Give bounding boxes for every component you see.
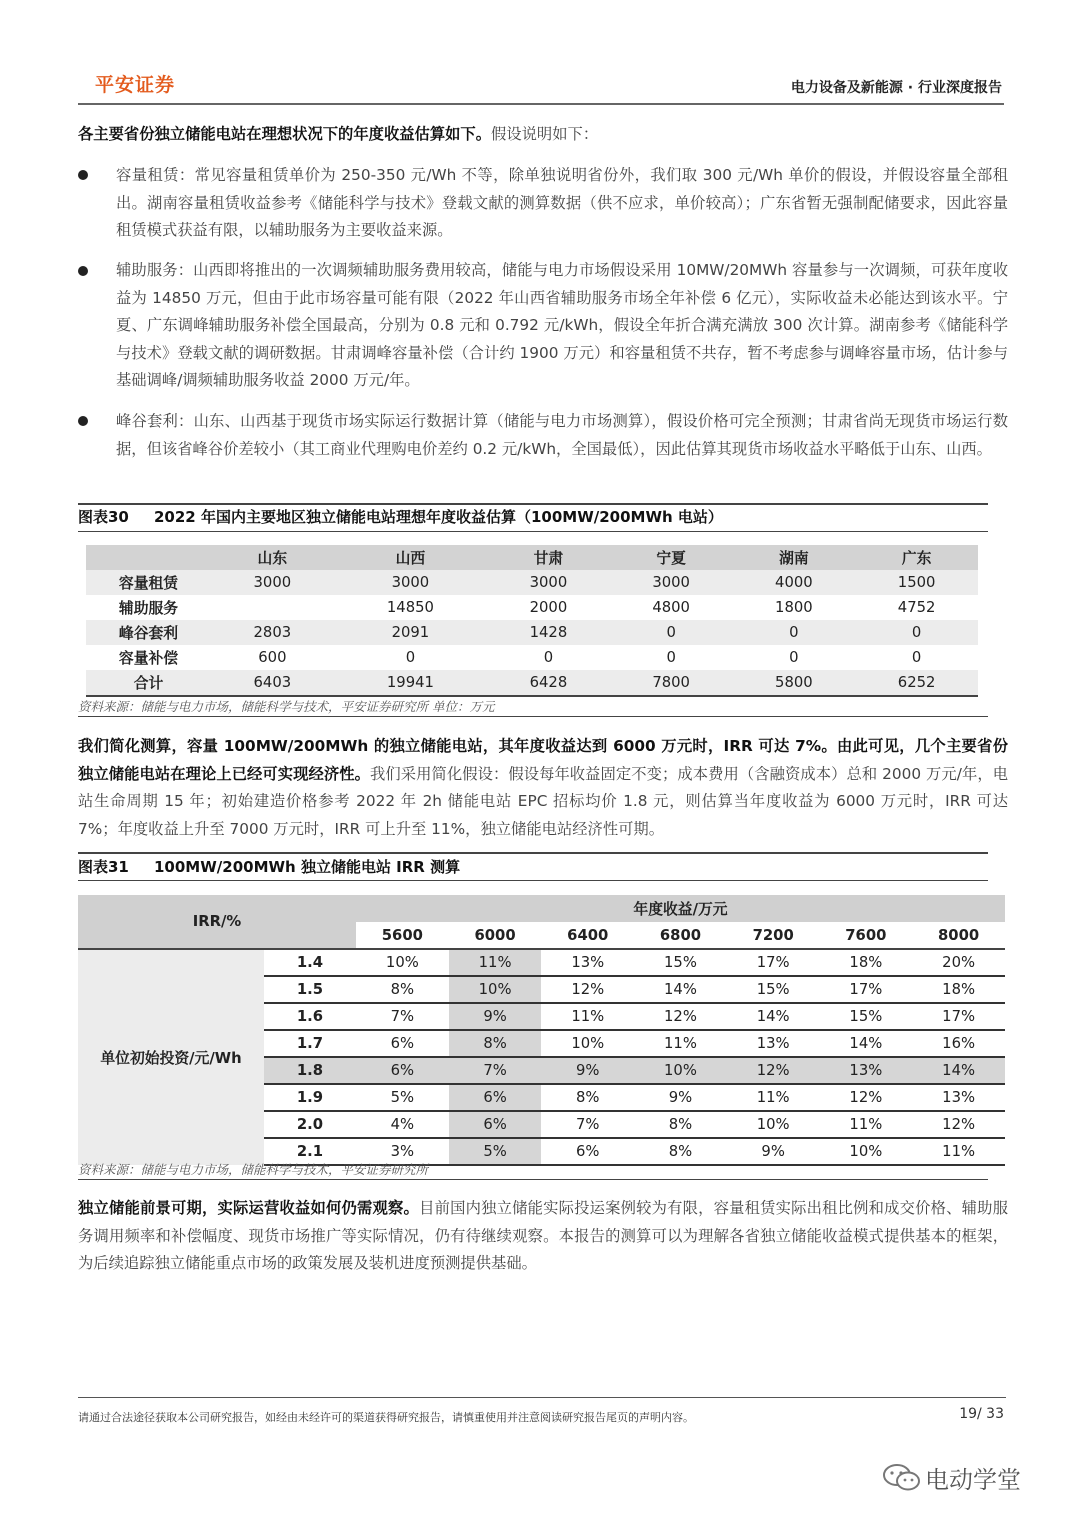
table-cell: 14%: [727, 1003, 820, 1030]
table-cell: 10%: [356, 949, 449, 976]
table-cell: 11%: [820, 1111, 913, 1138]
header-divider: [78, 103, 1004, 105]
table-cell: 8%: [634, 1138, 727, 1165]
table-cell-highlight: 10%: [634, 1057, 727, 1084]
row-header: 1.8: [264, 1057, 356, 1084]
table-cell: 10%: [727, 1111, 820, 1138]
table-header-row: [86, 545, 978, 570]
table-cell: 15%: [634, 949, 727, 976]
intro-bold: 各主要省份独立储能电站在理想状况下的年度收益估算如下。: [78, 125, 492, 143]
table-cell-highlight: 7%: [449, 1057, 542, 1084]
irr-table: [78, 895, 1005, 1166]
column-header: 6800: [634, 923, 727, 950]
fig30-top-rule: [78, 503, 988, 505]
table-cell: 0: [733, 645, 856, 670]
outlook-bold: 独立储能前景可期，实际运营收益如何仍需观察。: [78, 1199, 420, 1217]
column-header: 7600: [820, 923, 913, 950]
table-cell: 11%: [634, 1030, 727, 1057]
table-cell: 2091: [334, 620, 487, 645]
fig30-title: [78, 506, 988, 528]
table-cell: 3000: [610, 570, 733, 595]
table-cell: 11%: [541, 1003, 634, 1030]
table-cell: 13%: [912, 1084, 1005, 1111]
table-cell-highlight: 12%: [727, 1057, 820, 1084]
row-header: 1.6: [264, 1003, 356, 1030]
table-cell-highlight: 9%: [541, 1057, 634, 1084]
table-cell: 10%: [820, 1138, 913, 1165]
bullet-dot: [78, 170, 88, 180]
table-cell: 1500: [855, 570, 978, 595]
fig31-title: [78, 856, 988, 878]
table-cell: 11%: [912, 1138, 1005, 1165]
table-cell: 14%: [634, 976, 727, 1003]
footer-disclaimer: 请通过合法途径获取本公司研究报告，如经由未经许可的渠道获得研究报告，请慎重使用并注意阅读研究报告尾页的声明内容。: [78, 1411, 694, 1424]
row-header: 容量补偿: [86, 645, 211, 670]
fig30-bottom-rule: [78, 716, 988, 717]
bullet-ancillary-service: 辅助服务：山西即将推出的一次调频辅助服务费用较高，储能与电力市场假设采用 10MW/20MWh 容量参与一次调频，可获年度收益为 14850 万元，但由于此市场容量可能有限（2022 年山西省辅助服务市场全年补偿 6 亿元），实际收益未必能达到该水平。宁夏、广东调峰辅助服务补偿全国最高，分别为 0.8 元和 0.792 元/kWh，假设全年折合满充满放 300 次计算。湖南参考《储能科学与技术》登载文献的调研数据。甘肃调峰容量补偿（合计约 1900 万元）和容量租赁不共存，暂不考虑参与调峰容量市场，估计参与基础调峰/调频辅助服务收益 2000 万元/年。: [116, 261, 1008, 390]
row-header: 1.4: [264, 949, 356, 976]
table-cell: 20%: [912, 949, 1005, 976]
outlook-paragraph: [78, 1195, 1008, 1278]
column-header: 甘肃: [487, 545, 610, 570]
row-header: 2.1: [264, 1138, 356, 1165]
table-cell: 15%: [820, 1003, 913, 1030]
fig31-bottom-rule: [78, 1179, 988, 1180]
table-cell-highlight: 10%: [449, 976, 542, 1003]
column-header: 7200: [727, 923, 820, 950]
irr-paragraph-bold: 我们简化测算，容量 100MW/200MWh 的独立储能电站，其年度收益达到 6000 万元时，IRR 可达 7%。由此可见，几个主要省份独立储能电站在理论上已经可实现经济性。: [78, 737, 1008, 783]
table-cell: 8%: [541, 1084, 634, 1111]
row-header: 1.5: [264, 976, 356, 1003]
table-cell: 0: [610, 645, 733, 670]
table-cell: 3000: [334, 570, 487, 595]
table-cell: 10%: [541, 1030, 634, 1057]
row-header: 峰谷套利: [86, 620, 211, 645]
table-cell-highlight: 6%: [449, 1111, 542, 1138]
row-header: 2.0: [264, 1111, 356, 1138]
intro-rest: 假设说明如下：: [491, 125, 599, 143]
table-cell: 6428: [487, 670, 610, 696]
table-cell: 16%: [912, 1030, 1005, 1057]
table-cell: 6%: [541, 1138, 634, 1165]
fig30-title-rule: [78, 531, 988, 532]
table-cell: 0: [334, 645, 487, 670]
table-cell: 0: [855, 620, 978, 645]
bullet-dot: [78, 416, 88, 426]
table-row: [86, 620, 978, 645]
table-cell-highlight: 5%: [449, 1138, 542, 1165]
outlook-rest: 目前国内独立储能实际投运案例较为有限，容量租赁实际出租比例和成交价格、辅助服务调用频率和补偿幅度、现货市场推广等实际情况，仍有待继续观察。本报告的测算可以为理解各省独立储能收益模式提供基本的框架，为后续追踪独立储能重点市场的政策发展及装机进度预测提供基础。: [78, 1199, 1008, 1273]
table-cell: 600: [211, 645, 334, 670]
table-cell: 6403: [211, 670, 334, 696]
table-cell: 11%: [727, 1084, 820, 1111]
row-header: 1.9: [264, 1084, 356, 1111]
fig31-top-rule: [78, 852, 988, 854]
table-row: [86, 570, 978, 595]
fig31-caption: 100MW/200MWh 独立储能电站 IRR 测算: [154, 858, 461, 876]
table-cell: 1800: [733, 595, 856, 620]
table-cell: 15%: [727, 976, 820, 1003]
column-header: [86, 545, 211, 570]
bullet-dot: [78, 266, 88, 276]
table-row: [86, 595, 978, 620]
revenue-group-header: 年度收益/万元: [356, 895, 1005, 923]
table-cell: 4000: [733, 570, 856, 595]
column-header: 6400: [541, 923, 634, 950]
revenue-table: [86, 545, 978, 697]
column-header: 8000: [912, 923, 1005, 950]
table-cell: 17%: [820, 976, 913, 1003]
table-cell: 0: [733, 620, 856, 645]
table-cell: 6%: [356, 1030, 449, 1057]
intro-paragraph: [78, 121, 1008, 149]
column-header: 广东: [855, 545, 978, 570]
row-header: 容量租赁: [86, 570, 211, 595]
table-cell-highlight: 14%: [912, 1057, 1005, 1084]
logo: 平安证券: [95, 74, 176, 96]
footer-divider: [78, 1397, 1006, 1398]
table-cell: 6252: [855, 670, 978, 696]
irr-paragraph-rest: 我们采用简化假设：假设每年收益固定不变；成本费用（含融资成本）总和 2000 万元/年，电站生命周期 15 年；初始建造价格参考 2022 年 2h 储能电站 EPC 招标均价 1.8 元，则估算当年度收益为 6000 万元时，IRR 可达 7%；年度收益上升至 7000 万元时，IRR 可上升至 11%，独立储能电站经济性可期。: [78, 764, 1008, 838]
fig31-title-rule: [78, 880, 988, 881]
table-header-row: [78, 895, 1005, 923]
table-row-total: [86, 670, 978, 696]
table-cell-highlight: 11%: [449, 949, 542, 976]
table-cell: 1428: [487, 620, 610, 645]
wechat-icon: [882, 1463, 922, 1499]
table-cell: 13%: [541, 949, 634, 976]
table-cell: 0: [610, 620, 733, 645]
table-cell-highlight: 8%: [449, 1030, 542, 1057]
table-cell: 18%: [820, 949, 913, 976]
row-header: 辅助服务: [86, 595, 211, 620]
table-cell: 9%: [727, 1138, 820, 1165]
corner-header: IRR/%: [78, 895, 356, 949]
table-cell: 2803: [211, 620, 334, 645]
fig30-caption: 2022 年国内主要地区独立储能电站理想年度收益估算（100MW/200MWh 电站）: [154, 508, 723, 526]
fig31-source: 资料来源：储能与电力市场，储能科学与技术，平安证券研究所: [78, 1162, 429, 1177]
table-cell: 5800: [733, 670, 856, 696]
table-cell-highlight: 9%: [449, 1003, 542, 1030]
column-header: 宁夏: [610, 545, 733, 570]
table-cell: 4%: [356, 1111, 449, 1138]
table-cell: 14%: [820, 1030, 913, 1057]
investment-group-header: 单位初始投资/元/Wh: [78, 949, 264, 1165]
column-header: 6000: [449, 923, 542, 950]
column-header: 5600: [356, 923, 449, 950]
table-cell: 7%: [541, 1111, 634, 1138]
fig30-label: 图表30: [78, 508, 129, 526]
table-cell: 7%: [356, 1003, 449, 1030]
table-cell: 12%: [634, 1003, 727, 1030]
table-cell: 17%: [727, 949, 820, 976]
table-cell: 7800: [610, 670, 733, 696]
row-header: 1.7: [264, 1030, 356, 1057]
bullet-capacity-leasing: 容量租赁：常见容量租赁单价为 250-350 元/Wh 不等，除单独说明省份外，我们取 300 元/Wh 单价的假设，并假设容量全部租出。湖南容量租赁收益参考《储能科学与技术》登载文献的测算数据（供不应求，单价较高）；广东省暂无强制配储要求，因此容量租赁模式获益有限，以辅助服务为主要收益来源。: [116, 166, 1008, 240]
table-cell: 19941: [334, 670, 487, 696]
table-cell: 3%: [356, 1138, 449, 1165]
table-cell: 4800: [610, 595, 733, 620]
fig31-label: 图表31: [78, 858, 129, 876]
table-cell-highlight: 13%: [820, 1057, 913, 1084]
header-title: 电力设备及新能源 · 行业深度报告: [790, 80, 1002, 96]
column-header: 山东: [211, 545, 334, 570]
fig30-source: 资料来源：储能与电力市场，储能科学与技术，平安证券研究所 单位：万元: [78, 699, 495, 714]
table-cell: [211, 595, 334, 620]
table-cell: 13%: [727, 1030, 820, 1057]
table-cell: 0: [855, 645, 978, 670]
table-cell: 3000: [487, 570, 610, 595]
table-row: [86, 645, 978, 670]
table-cell: 17%: [912, 1003, 1005, 1030]
row-header: 合计: [86, 670, 211, 696]
watermark-text: 电动学堂: [925, 1466, 1021, 1494]
table-cell: 12%: [820, 1084, 913, 1111]
table-cell: 18%: [912, 976, 1005, 1003]
table-cell: 8%: [356, 976, 449, 1003]
table-cell: 0: [487, 645, 610, 670]
column-header: 山西: [334, 545, 487, 570]
irr-paragraph: [78, 733, 1008, 843]
table-cell: 4752: [855, 595, 978, 620]
table-row: [78, 949, 1005, 976]
table-cell: 14850: [334, 595, 487, 620]
table-cell: 8%: [634, 1111, 727, 1138]
bullet-peak-valley: 峰谷套利：山东、山西基于现货市场实际运行数据计算（储能与电力市场测算），假设价格可完全预测；甘肃省尚无现货市场运行数据，但该省峰谷价差较小（其工商业代理购电价差约 0.2 元/kWh，全国最低），因此估算其现货市场收益水平略低于山东、山西。: [116, 412, 1008, 458]
table-cell: 3000: [211, 570, 334, 595]
table-cell: 9%: [634, 1084, 727, 1111]
page-number: 19/ 33: [959, 1406, 1004, 1422]
table-cell: 5%: [356, 1084, 449, 1111]
table-cell: 2000: [487, 595, 610, 620]
table-cell: 12%: [912, 1111, 1005, 1138]
table-cell-highlight: 6%: [449, 1084, 542, 1111]
column-header: 湖南: [733, 545, 856, 570]
table-cell-highlight: 6%: [356, 1057, 449, 1084]
table-cell: 12%: [541, 976, 634, 1003]
